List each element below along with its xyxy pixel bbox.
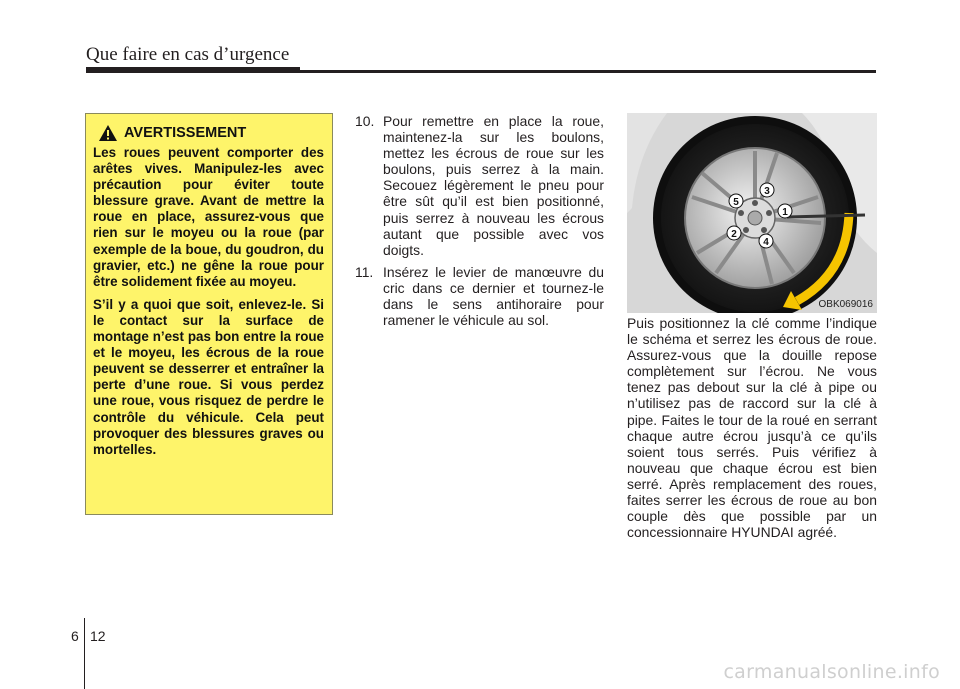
warning-box bbox=[85, 113, 333, 515]
wheel-illustration bbox=[627, 113, 877, 313]
instruction-steps bbox=[352, 113, 604, 334]
warning-title: AVERTISSEMENT bbox=[124, 125, 247, 141]
nut-label-3-text: 3 bbox=[764, 186, 770, 197]
step-number: 10. bbox=[355, 113, 375, 129]
nut-label-2-text: 2 bbox=[731, 229, 737, 240]
nut-label-1-text: 1 bbox=[782, 207, 788, 218]
step-item bbox=[352, 113, 604, 258]
step-item bbox=[352, 264, 604, 328]
page-header-title: Que faire en cas d’urgence bbox=[86, 44, 290, 65]
figure-code: OBK069016 bbox=[818, 299, 873, 310]
warning-header bbox=[98, 124, 324, 142]
page-rule bbox=[84, 618, 85, 689]
warning-paragraph-2: S’il y a quoi que soit, enlevez-le. Si le contact sur la surface de montage n’est pas bon entre la roue et le moyeu, les écrous de la roue peuvent se desserrer et entraîner la perte d’une roue. Si vous perdez une roue, vous risquez de perdre le contrôle du véhicule. Cela peut provoquer des blessures graves ou mortelles. bbox=[93, 296, 324, 457]
warning-paragraph-1: Les roues peuvent comporter des arêtes vives. Manipulez-les avec précaution pour éviter toute blessure grave. Avant de mettre la roue en place, assurez-vous que rien sur le moyeu ou la roue (par exemple de la boue, du goudron, du gravier, etc.) ne gêne la roue pour être solidement fixée au moyeu. bbox=[93, 145, 324, 289]
watermark: carmanualsonline.info bbox=[723, 661, 940, 683]
step-text: Insérez le levier de manœuvre du cric dans ce dernier et tournez-le dans le sens antihoraire pour ramener le véhicule au sol. bbox=[383, 263, 604, 329]
nut-label-5-text: 5 bbox=[733, 197, 739, 208]
chapter-number: 6 bbox=[71, 628, 79, 644]
right-column-text: Puis positionnez la clé comme l’indique le schéma et serrez les écrous de roue. Assurez-vous que la douille repose complètement sur l’écrou. Ne vous tenez pas debout sur la clé à pipe ou n’utilisez pas de raccord sur la clé à pipe. Faites le tour de la roué en serrant chaque autre écrou jusqu’à ce qu’ils soient tous serrés. Puis vérifiez à nouveau que chaque écrou est bien serré. Après remplacement des roues, faites serrer les écrous de roue au bon couple dès que possible par un concessionnaire HYUNDAI agréé. bbox=[627, 315, 877, 541]
page-number: 12 bbox=[90, 628, 106, 644]
nut-label-4-text: 4 bbox=[763, 237, 769, 248]
step-number: 11. bbox=[355, 263, 374, 280]
header-rule bbox=[86, 70, 876, 73]
step-text: Pour remettre en place la roue, maintenez-la sur les boulons, mettez les écrous de roue sur les boulons, puis serrez à la main. Secouez légèrement le pneu pour être sût qu’il est bien positionné, puis serrez à nouveau les écrous autant que possible avec vos doigts. bbox=[383, 113, 604, 258]
warning-triangle-icon bbox=[98, 124, 118, 142]
